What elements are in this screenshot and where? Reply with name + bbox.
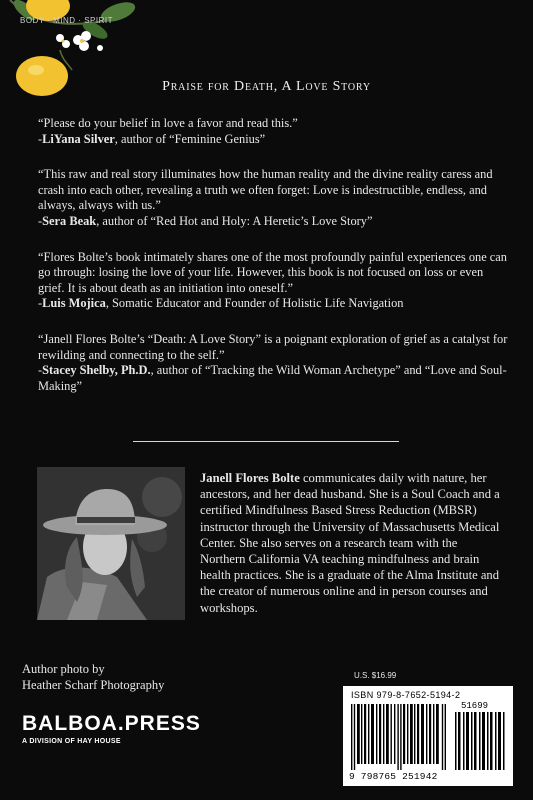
ean-number: 9 798765 251942	[349, 771, 438, 782]
quote-prefix: -	[38, 296, 43, 311]
author-name: Janell Flores Bolte	[200, 471, 300, 485]
quote-credit: , author of “Feminine Genius”	[114, 131, 266, 146]
quote-prefix: -	[38, 213, 43, 228]
quote-text: “This raw and real story illuminates how the human reality and the divine reality caress and crash into each other, revealing a truth we often forget: Love is indestructible, endless, and always, always with us.”	[38, 167, 493, 213]
quote-block	[38, 332, 508, 394]
author-photo	[37, 467, 185, 620]
publisher-division: A DIVISION OF HAY HOUSE	[22, 738, 121, 745]
quote-block	[38, 250, 508, 312]
addon-number: 51699	[461, 701, 489, 711]
quote-author: LiYana Silver	[42, 131, 115, 146]
author-bio	[200, 470, 500, 616]
section-divider	[133, 441, 399, 442]
quote-text: “Janell Flores Bolte’s “Death: A Love Story” is a poignant exploration of grief as a catalyst for rewilding and connecting to the self.”	[38, 331, 508, 362]
quote-author: Stacey Shelby, Ph.D.	[42, 363, 151, 378]
addon-barcode-bars	[455, 712, 505, 770]
quotes-section	[38, 116, 508, 414]
quote-text: “Flores Bolte’s book intimately shares one of the most profoundly painful experiences one can go through: losing the love of your life. However, this book is not focused on loss or even grief. It is about death as an initiation into oneself.”	[38, 249, 508, 295]
quote-block	[38, 167, 508, 229]
quote-prefix: -	[38, 363, 43, 378]
category-label: BODY · MIND · SPIRIT	[20, 16, 113, 25]
photo-credit	[22, 661, 164, 693]
quote-block	[38, 116, 508, 147]
publisher-logo: BALBOA.PRESS	[22, 712, 201, 735]
quote-author: Luis Mojica	[42, 296, 106, 311]
quote-credit: , author of “Red Hot and Holy: A Heretic’s Love Story”	[96, 213, 373, 228]
isbn-label: ISBN 979-8-7652-5194-2	[351, 690, 461, 700]
photo-credit-line: Author photo by	[22, 662, 105, 676]
praise-title: Praise for Death, A Love Story	[162, 79, 371, 94]
ean-barcode-bars	[351, 704, 446, 770]
quote-author: Sera Beak	[42, 213, 97, 228]
price-label: U.S. $16.99	[354, 671, 397, 680]
quote-text: “Please do your belief in love a favor and read this.”	[38, 116, 298, 130]
bio-text: communicates daily with nature, her ancestors, and her dead husband. She is a Soul Coach and a certified Mindfulness Based Stress Reduction (MBSR) instructor through the University of Massachusetts Medical Center. She also serves on a research team with the Northern California VA teaching mindfulness and brain health practices. She is a graduate of the Alma Institute and the creator of numerous online and in person courses and workshops.	[200, 471, 500, 615]
quote-credit: , author of “Tracking the Wild Woman Archetype” and “Love and Soul-Making”	[38, 363, 507, 393]
barcode	[343, 686, 513, 786]
photo-credit-line: Heather Scharf Photography	[22, 678, 165, 692]
quote-credit: , Somatic Educator and Founder of Holistic Life Navigation	[105, 296, 404, 311]
quote-prefix: -	[38, 131, 43, 146]
